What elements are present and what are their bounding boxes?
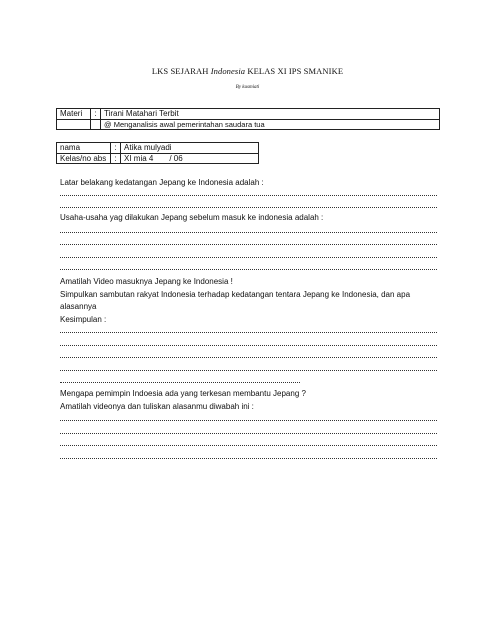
materi-table — [56, 108, 440, 130]
answer-line[interactable] — [60, 232, 437, 233]
answer-line[interactable] — [60, 420, 437, 421]
materi-colon: : — [91, 109, 101, 120]
title-suffix: KELAS XI IPS SMANIKE — [245, 66, 344, 76]
class-label: Kelas/no abs — [57, 153, 111, 164]
answer-line[interactable] — [60, 433, 437, 434]
question-2: Usaha-usaha yag dilakukan Jepang sebelum masuk ke indonesia adalah : — [60, 213, 324, 222]
student-table — [56, 142, 259, 164]
materi-label: Materi — [57, 109, 91, 120]
answer-line[interactable] — [60, 207, 437, 208]
materi-empty-colon-cell — [91, 119, 101, 130]
author-byline: By kusmiati — [235, 85, 260, 90]
answer-line[interactable] — [60, 357, 437, 358]
answer-line[interactable] — [60, 458, 437, 459]
name-colon: : — [111, 143, 121, 154]
answer-line[interactable] — [60, 345, 437, 346]
answer-line[interactable] — [60, 195, 437, 196]
answer-line[interactable] — [60, 382, 300, 383]
answer-line[interactable] — [60, 370, 437, 371]
answer-line[interactable] — [60, 332, 437, 333]
title-italic: Indonesia — [210, 66, 246, 76]
materi-topic: Tirani Matahari Terbit — [101, 109, 440, 120]
answer-line[interactable] — [60, 445, 437, 446]
question-4-instruction: Amatilah videonya dan tuliskan alasanmu diwabah ini : — [60, 402, 254, 411]
question-4: Mengapa pemimpin Indoesia ada yang terkesan membantu Jepang ? — [60, 389, 306, 398]
question-3-prompt-continued: alasannya — [60, 302, 97, 311]
question-3-prompt: Simpulkan sambutan rakyat Indonesia terhadap kedatangan tentara Jepang ke Indonesia, dan apa — [60, 290, 411, 299]
class-value: XI mia 4 — [124, 153, 154, 163]
name-label: nama — [57, 143, 111, 154]
class-colon: : — [111, 153, 121, 164]
question-3-conclusion-label: Kesimpulan : — [60, 315, 107, 324]
answer-line[interactable] — [60, 244, 437, 245]
title-prefix: LKS SEJARAH — [151, 66, 211, 76]
name-value: Atika mulyadi — [121, 143, 259, 154]
class-value-cell — [121, 153, 259, 164]
question-3-instruction: Amatilah Video masuknya Jepang ke Indonesia ! — [60, 277, 233, 286]
materi-subtopic: @ Menganalisis awal pemerintahan saudara tua — [101, 119, 440, 130]
abs-value: / 06 — [169, 153, 183, 163]
materi-empty-cell — [57, 119, 91, 130]
question-1: Latar belakang kedatangan Jepang ke Indonesia adalah : — [60, 178, 264, 187]
answer-line[interactable] — [60, 257, 437, 258]
answer-line[interactable] — [60, 269, 437, 270]
page-title — [0, 66, 495, 76]
